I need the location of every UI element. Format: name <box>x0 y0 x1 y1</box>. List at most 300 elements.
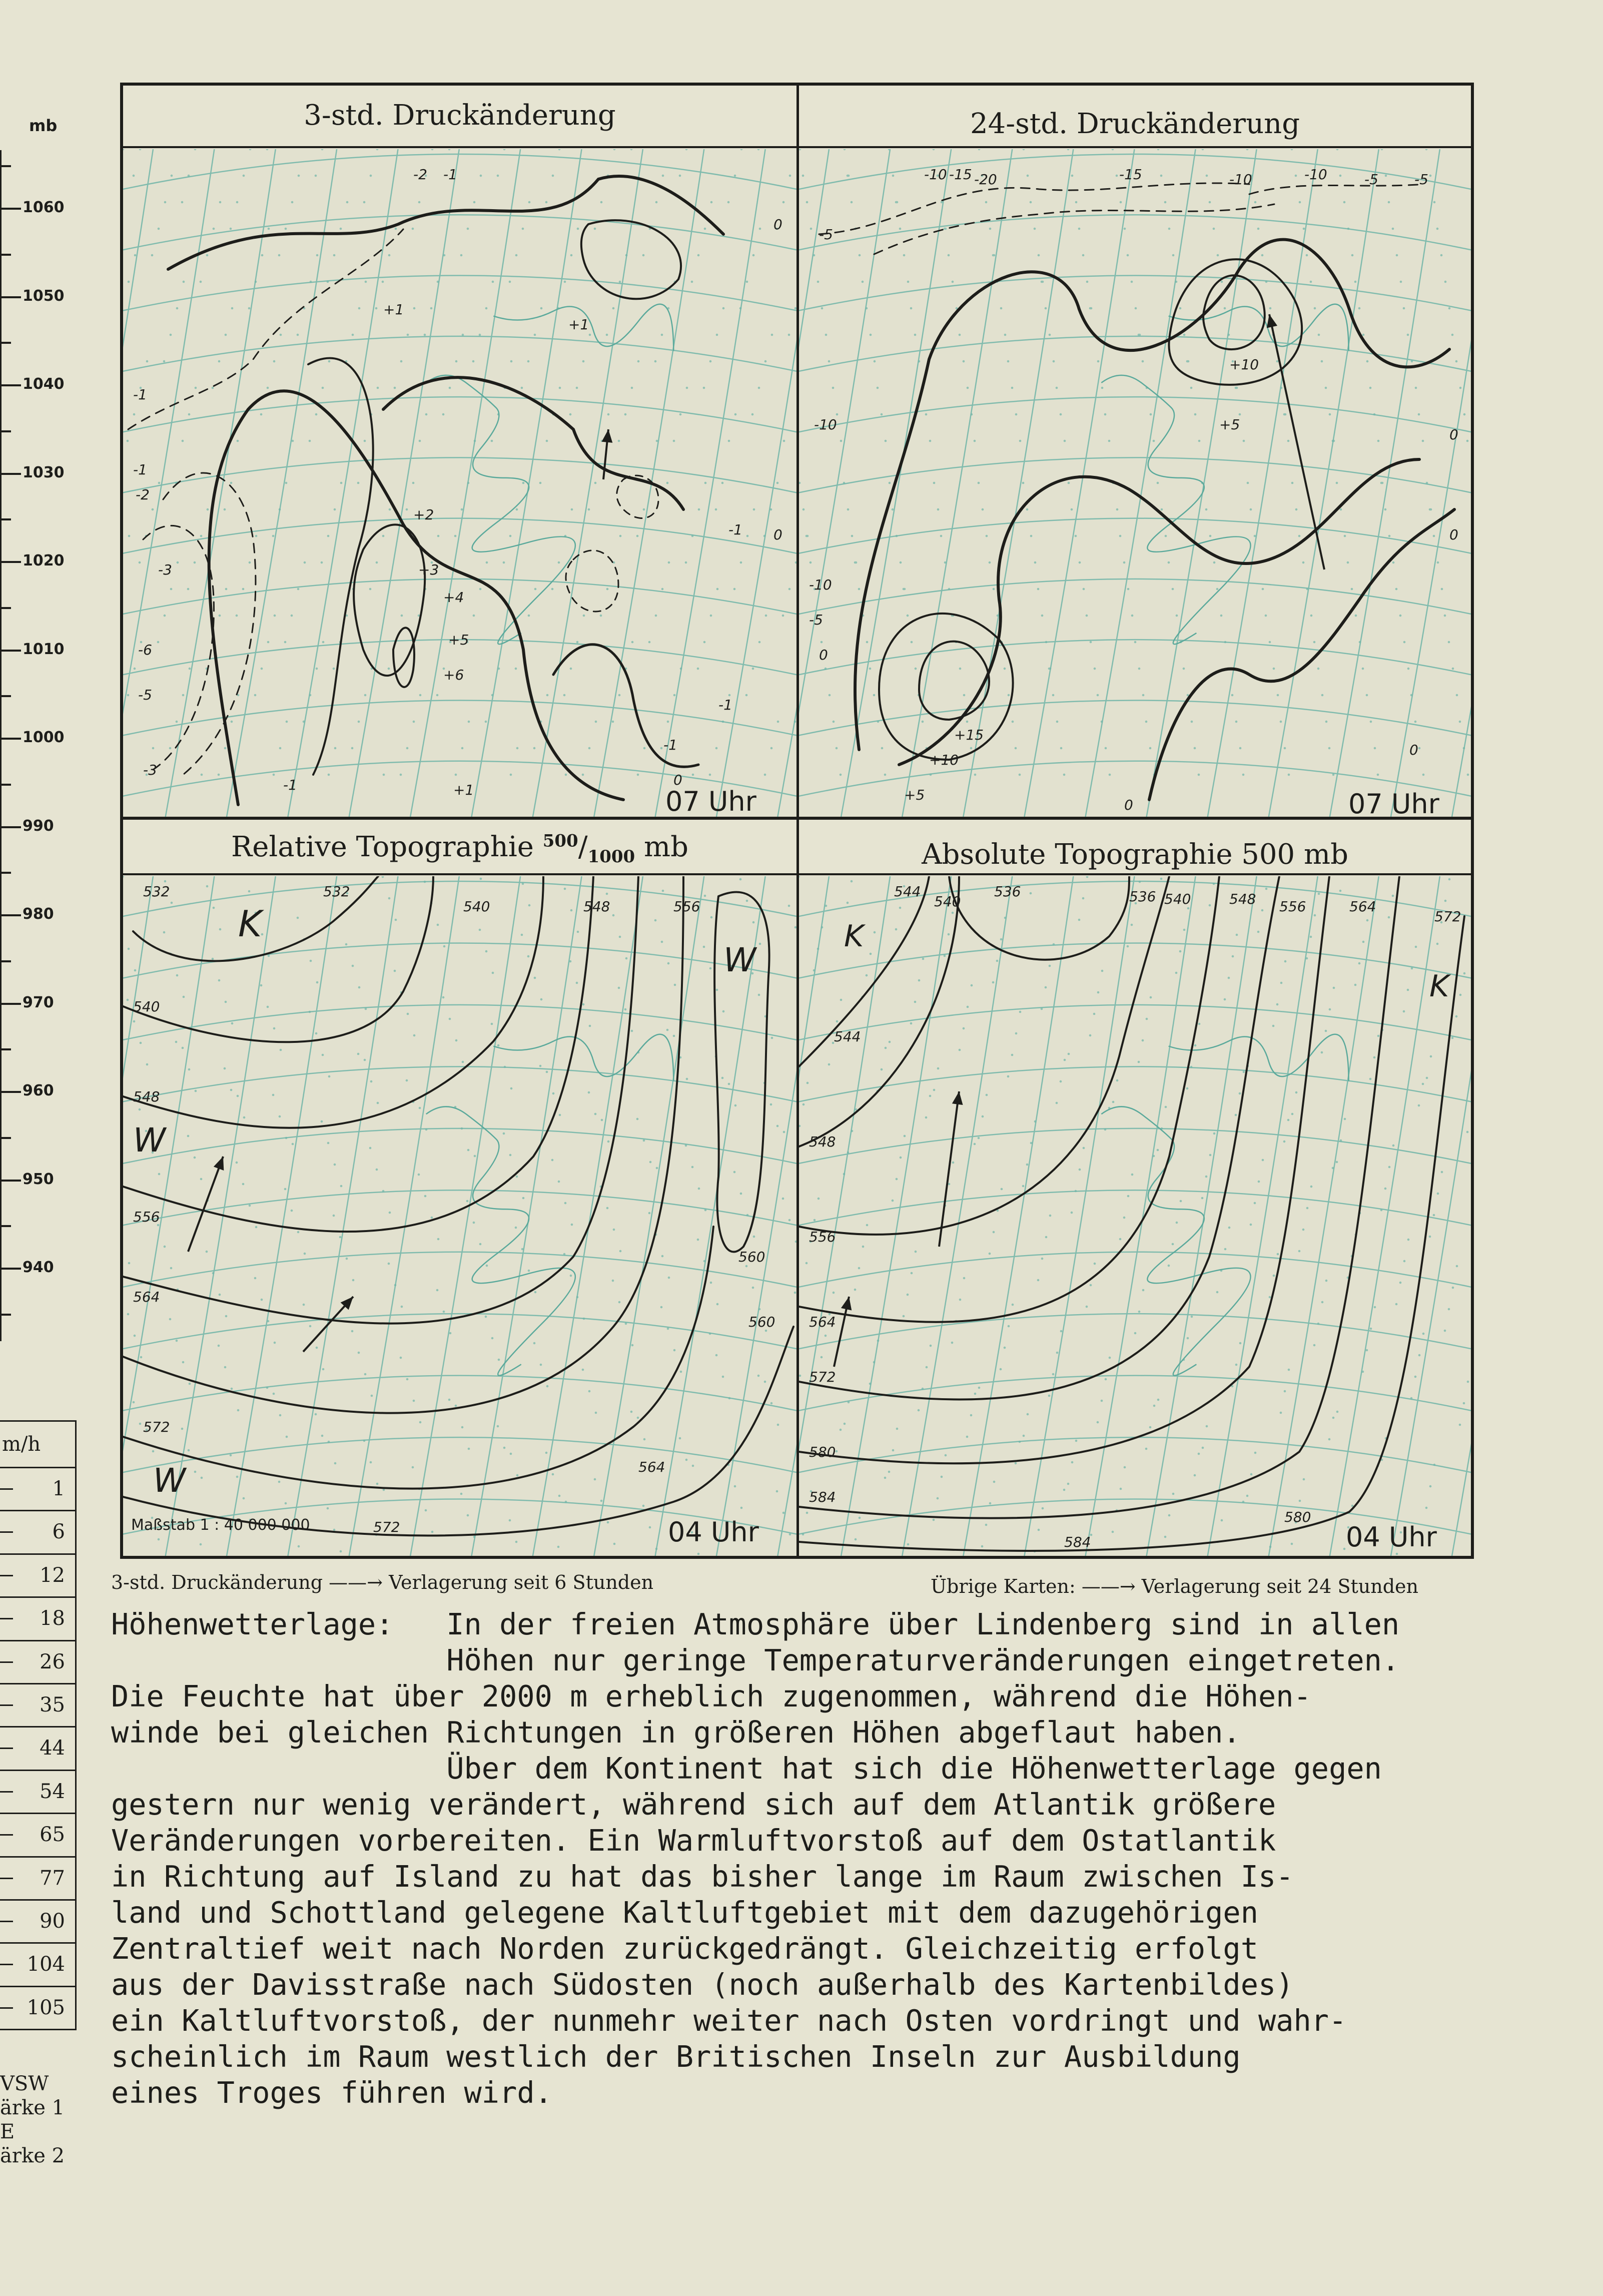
map-dot <box>910 307 913 310</box>
map-dot <box>1459 1424 1461 1426</box>
map-dot <box>1004 1347 1006 1349</box>
map-dot <box>533 747 536 750</box>
map-label: -1 <box>133 386 147 403</box>
map-dot <box>419 440 421 442</box>
map-label: 548 <box>809 1133 836 1150</box>
map-dot <box>795 561 796 564</box>
map-dot <box>558 561 560 564</box>
map-dot <box>1381 149 1383 150</box>
map-label: -3 <box>158 561 172 578</box>
map-dot <box>534 588 537 591</box>
pressure-tick <box>0 650 21 652</box>
map-dot <box>770 1402 773 1405</box>
map-dot <box>201 1477 203 1479</box>
map-dot <box>1284 747 1286 750</box>
isoline <box>123 1327 793 1535</box>
map-dot <box>866 307 868 310</box>
map-label: 556 <box>673 898 700 915</box>
map-dot <box>1157 1399 1160 1401</box>
map-dot <box>788 1219 791 1222</box>
map-dot <box>810 228 813 230</box>
pressure-tick-label: 1060 <box>23 199 65 216</box>
map-dot <box>716 588 719 591</box>
map-dot <box>1403 1260 1406 1263</box>
map-dot <box>1213 883 1215 885</box>
map-dot <box>624 413 627 416</box>
map-dot <box>1236 387 1238 389</box>
map-dot <box>896 535 898 537</box>
map-label: -3 <box>143 762 157 778</box>
map-dot <box>389 1212 391 1214</box>
map-dot <box>279 1414 282 1417</box>
pressure-tick <box>0 473 21 475</box>
map-dot <box>1209 904 1211 907</box>
map-dot <box>668 1277 670 1279</box>
map-dot <box>1183 929 1186 931</box>
map-dot <box>443 254 446 257</box>
map-label: +3 <box>418 561 439 578</box>
map-title-24h-pressure-change: 24-std. Druckänderung <box>970 108 1300 140</box>
map-dot <box>557 1546 560 1548</box>
map-dot <box>1351 588 1353 591</box>
map-dot <box>667 1328 669 1330</box>
map-label: +4 <box>443 589 464 606</box>
map-dot <box>613 1229 615 1231</box>
map-dot <box>466 1200 469 1203</box>
map-label: -2 <box>136 486 150 503</box>
map-dot <box>413 721 415 723</box>
map-dot <box>1436 228 1439 230</box>
map-dot <box>697 1239 699 1241</box>
map-dot <box>685 1144 687 1147</box>
map-dot <box>1451 1037 1454 1039</box>
map-dot <box>1277 694 1279 697</box>
arrow-head <box>952 1091 963 1105</box>
map-dot <box>1228 977 1230 979</box>
map-dot <box>896 1428 899 1430</box>
report-line: Veränderungen vorbereiten. Ein Warmluftvorstoß auf dem Ostatlantik <box>111 1824 1276 1858</box>
wind-speed-row <box>0 1511 75 1554</box>
map-dot <box>948 1183 951 1186</box>
map-dot <box>1287 1119 1290 1121</box>
map-dot <box>1396 254 1398 257</box>
map-dot <box>1131 924 1133 926</box>
map-dot <box>1138 1061 1140 1063</box>
map-dot <box>1403 307 1405 310</box>
map-dot <box>1291 1543 1293 1545</box>
map-dot <box>1239 1092 1241 1095</box>
map-dot <box>1333 440 1335 442</box>
map-dot <box>1011 387 1014 389</box>
map-dot <box>461 508 463 511</box>
wind-row-tick <box>0 1488 13 1490</box>
map-dot <box>1007 1075 1010 1078</box>
map-dot <box>1235 721 1238 723</box>
map-label: -5 <box>138 687 152 703</box>
parallel <box>799 1376 1471 1411</box>
map-dot <box>1053 360 1055 363</box>
map-dot <box>698 1188 700 1190</box>
map-dot <box>1120 1488 1122 1490</box>
map-dot <box>1071 175 1074 177</box>
map-dot <box>546 1071 548 1073</box>
map-label: 536 <box>1129 888 1156 905</box>
map-dot <box>1411 967 1413 970</box>
map-dot <box>734 1485 736 1488</box>
map-dot <box>1284 1390 1286 1393</box>
map-dot <box>139 1423 142 1425</box>
map-dot <box>1235 1114 1237 1116</box>
pressure-tick-label: 1020 <box>23 552 65 569</box>
map-dot <box>1325 721 1328 723</box>
parallel <box>123 1128 796 1164</box>
map-dot <box>1426 1077 1428 1079</box>
map-dot <box>365 281 367 283</box>
map-dot <box>746 1214 749 1217</box>
map-dot <box>516 1176 518 1178</box>
map-dot <box>449 387 451 389</box>
wind-speed-value: 1 <box>52 1477 65 1500</box>
map-dot <box>881 413 883 416</box>
map-dot <box>570 668 572 670</box>
map-dot <box>176 307 179 310</box>
map-dot <box>539 482 542 484</box>
map-dot <box>1123 561 1126 564</box>
map-dot <box>540 998 543 1001</box>
map-dot <box>697 254 700 257</box>
map-dot <box>195 1090 197 1092</box>
map-dot <box>218 1345 220 1347</box>
map-dot <box>273 774 275 776</box>
wind-speed-value: 65 <box>40 1823 65 1847</box>
map-dot <box>1019 774 1021 776</box>
map-dot <box>1150 996 1152 999</box>
map-dot <box>181 201 184 204</box>
map-dot <box>1418 1104 1420 1107</box>
meridian <box>227 149 337 817</box>
map-dot <box>230 1089 233 1091</box>
map-dot <box>1063 774 1066 776</box>
map-dot <box>1284 960 1287 963</box>
map-dot <box>1071 1212 1073 1214</box>
map-dot <box>212 1272 215 1275</box>
map-dot <box>612 1280 614 1282</box>
map-dot <box>1269 1546 1272 1548</box>
map-label: -10 <box>1229 171 1252 188</box>
map-dot <box>504 1066 506 1068</box>
isoline <box>123 876 638 1324</box>
map-dot <box>740 1193 742 1195</box>
map-dot <box>1206 175 1208 177</box>
wind-speed-value: 90 <box>40 1909 65 1933</box>
map-dot <box>1310 936 1312 938</box>
pressure-tick <box>0 738 21 740</box>
map-dot <box>1056 1102 1058 1104</box>
map-dot <box>255 1226 258 1229</box>
map-dot <box>182 1047 184 1049</box>
map-dot <box>1191 721 1193 723</box>
map-dot <box>667 962 670 965</box>
map-dot <box>219 1294 221 1296</box>
map-dot <box>1224 307 1226 310</box>
report-line: Die Feuchte hat über 2000 m erheblich zugenommen, während die Höhen- <box>111 1679 1311 1713</box>
pressure-tick-label: 1050 <box>23 287 65 305</box>
map-dot <box>176 974 179 977</box>
map-dot <box>631 387 633 389</box>
map-dot <box>1332 1167 1334 1170</box>
map-dot <box>268 228 270 230</box>
map-dot <box>298 1545 300 1548</box>
map-dot <box>855 1538 857 1541</box>
pressure-tick-label: 970 <box>23 993 54 1011</box>
map-dot <box>1023 1435 1025 1437</box>
map-dot <box>1444 900 1447 902</box>
map-dot <box>1109 774 1111 776</box>
map-dot <box>697 668 699 670</box>
pressure-tick <box>0 296 21 298</box>
map-dot <box>967 387 969 389</box>
map-dot <box>1042 1507 1044 1510</box>
report-line: Zentraltief weit nach Norden zurückgedrängt. Gleichzeitig erfolgt <box>111 1932 1258 1966</box>
map-dot <box>862 1246 865 1248</box>
map-dot <box>821 641 823 644</box>
map-dot <box>1314 307 1316 310</box>
map-dot <box>1332 774 1335 776</box>
map-dot <box>272 535 275 537</box>
map-dot <box>460 254 463 257</box>
map-dot <box>1388 201 1390 204</box>
map-label: 580 <box>809 1444 836 1460</box>
map-dot <box>1388 535 1391 537</box>
map-dot <box>171 175 173 177</box>
map-dot <box>188 1449 190 1452</box>
map-dot <box>588 1390 591 1393</box>
map-dot <box>1127 254 1129 257</box>
map-dot <box>230 482 233 484</box>
map-dot <box>274 1342 276 1344</box>
map-dot <box>1112 149 1114 150</box>
map-dot <box>528 1270 530 1272</box>
map-dot <box>643 1139 645 1142</box>
map-dot <box>1369 387 1372 389</box>
map-dot <box>1441 588 1443 591</box>
isoline <box>308 358 373 775</box>
map-dot <box>799 876 800 877</box>
map-dot <box>782 1198 784 1200</box>
map-dot <box>498 668 500 670</box>
wind-speed-value: 54 <box>40 1780 65 1803</box>
map-dot <box>473 615 475 617</box>
map-dot <box>521 387 523 389</box>
map-dot <box>1288 1369 1290 1371</box>
map-dot <box>292 1143 294 1145</box>
map-dot <box>248 307 251 310</box>
map-dot <box>1221 281 1223 283</box>
map-dot <box>1254 1452 1257 1454</box>
map-dot <box>152 1450 155 1453</box>
coastline <box>1169 1034 1349 1081</box>
map-dot <box>1400 281 1402 283</box>
map-dot <box>515 254 518 257</box>
map-dot <box>133 1401 135 1404</box>
map-dot <box>813 969 816 972</box>
map-dot <box>249 149 252 150</box>
map-dot <box>321 561 323 564</box>
map-time-label: 04 Uhr <box>668 1516 759 1548</box>
map-dot <box>425 413 428 416</box>
map-title-3h-pressure-change: 3-std. Druckänderung <box>304 99 616 132</box>
map-dot <box>1451 334 1454 336</box>
map-dot <box>1343 201 1346 204</box>
map-dot <box>619 535 622 537</box>
map-dot <box>515 1227 517 1229</box>
map-dot <box>328 360 331 363</box>
pressure-tick-label: 990 <box>23 817 54 835</box>
map-dot <box>242 588 245 591</box>
map-dot <box>765 615 767 617</box>
map-dot <box>1015 1462 1017 1465</box>
map-dot <box>844 149 846 150</box>
map-dot <box>133 1020 136 1023</box>
map-label: 540 <box>133 998 160 1015</box>
map-dot <box>1012 1304 1014 1306</box>
map-dot <box>993 254 996 257</box>
map-dot <box>485 950 488 953</box>
map-dot <box>236 615 238 617</box>
map-dot <box>248 890 251 893</box>
map-label: K <box>238 903 262 945</box>
pressure-minor-tick <box>0 254 11 256</box>
map-dot <box>358 986 361 989</box>
map-dot <box>746 900 748 902</box>
weather-report-text <box>111 1606 1562 2111</box>
map-dot <box>1425 149 1428 150</box>
map-dot <box>528 904 531 907</box>
map-dot <box>182 440 184 442</box>
map-dot <box>892 1449 895 1452</box>
map-dot <box>1134 641 1137 644</box>
map-dot <box>388 668 390 670</box>
map-dot <box>412 228 414 230</box>
map-label: 540 <box>1164 891 1191 907</box>
map-dot <box>795 1241 796 1243</box>
wind-row-tick <box>0 1575 13 1576</box>
report-line: eines Troges führen wird. <box>111 2076 552 2110</box>
parallel <box>123 1437 796 1472</box>
map-dot <box>401 615 403 617</box>
map-dot <box>1112 1531 1114 1533</box>
map-dot <box>1395 588 1398 591</box>
map-dot <box>1280 387 1283 389</box>
map-dot <box>140 1042 142 1044</box>
map-dot <box>1064 1059 1066 1061</box>
isoline <box>899 459 1419 765</box>
map-dot <box>600 201 603 204</box>
wind-row-tick <box>0 1921 13 1922</box>
map-dot <box>1302 561 1305 564</box>
map-dot <box>1104 413 1107 416</box>
map-dot <box>231 307 234 310</box>
map-label: -2 <box>413 166 427 183</box>
map-dot <box>448 149 451 150</box>
map-dot <box>1086 281 1089 283</box>
map-dot <box>1306 957 1308 960</box>
pressure-tick-label: 940 <box>23 1259 54 1276</box>
map-dot <box>970 1414 973 1417</box>
map-dot <box>859 254 861 257</box>
map-dot <box>334 1462 337 1465</box>
map-dot <box>255 281 257 283</box>
map-dot <box>1276 1003 1279 1006</box>
map-dot <box>133 175 135 177</box>
map-dot <box>619 1250 622 1253</box>
map-dot <box>952 281 954 283</box>
map-dot <box>963 694 966 697</box>
map-dot <box>1358 962 1361 965</box>
map-dot <box>1060 747 1063 750</box>
map-dot <box>1153 1405 1156 1407</box>
map-dot <box>1202 149 1204 150</box>
map-dot <box>127 999 129 1001</box>
map-dot <box>884 1477 887 1479</box>
map-label: 580 <box>1284 1509 1311 1525</box>
map-dot <box>418 1174 420 1176</box>
map-3h-pressure-change <box>123 149 796 817</box>
map-dot <box>431 1531 434 1533</box>
map-dot <box>533 1342 536 1345</box>
map-dot <box>758 994 760 996</box>
map-dot <box>1377 440 1380 442</box>
map-dot <box>1027 1413 1029 1416</box>
map-dot <box>959 668 962 670</box>
map-dot <box>394 1284 397 1287</box>
map-dot <box>534 977 536 979</box>
map-dot <box>510 1087 513 1090</box>
map-dot <box>485 721 487 723</box>
map-dot <box>746 535 749 537</box>
map-dot <box>1250 1473 1253 1476</box>
map-dot <box>789 1533 791 1536</box>
map-dot <box>419 1107 421 1109</box>
pressure-tick <box>0 914 21 916</box>
parallel <box>799 640 1471 675</box>
map-dot <box>218 360 221 363</box>
isoline <box>393 628 414 687</box>
map-dot <box>889 1041 891 1043</box>
map-dot <box>654 360 657 363</box>
map-absolute-topography <box>799 876 1471 1556</box>
map-dot <box>851 880 853 883</box>
map-dot <box>985 1524 988 1526</box>
meridian <box>841 876 951 1556</box>
map-dot <box>473 1536 476 1538</box>
map-dot <box>1220 615 1223 617</box>
map-dot <box>1194 413 1197 416</box>
map-dot <box>431 1217 433 1219</box>
map-dot <box>1254 535 1256 537</box>
map-dot <box>267 1006 269 1008</box>
map-dot <box>1048 1395 1051 1397</box>
map-dot <box>1019 1011 1022 1013</box>
map-dot <box>896 1178 898 1181</box>
map-dot <box>206 1251 208 1253</box>
map-dot <box>1008 1325 1010 1328</box>
map-dot <box>1236 934 1238 936</box>
pressure-minor-tick <box>0 784 11 786</box>
pressure-minor-tick <box>0 1225 11 1227</box>
map-relative-topography <box>123 876 796 1556</box>
map-dot <box>1090 641 1092 644</box>
